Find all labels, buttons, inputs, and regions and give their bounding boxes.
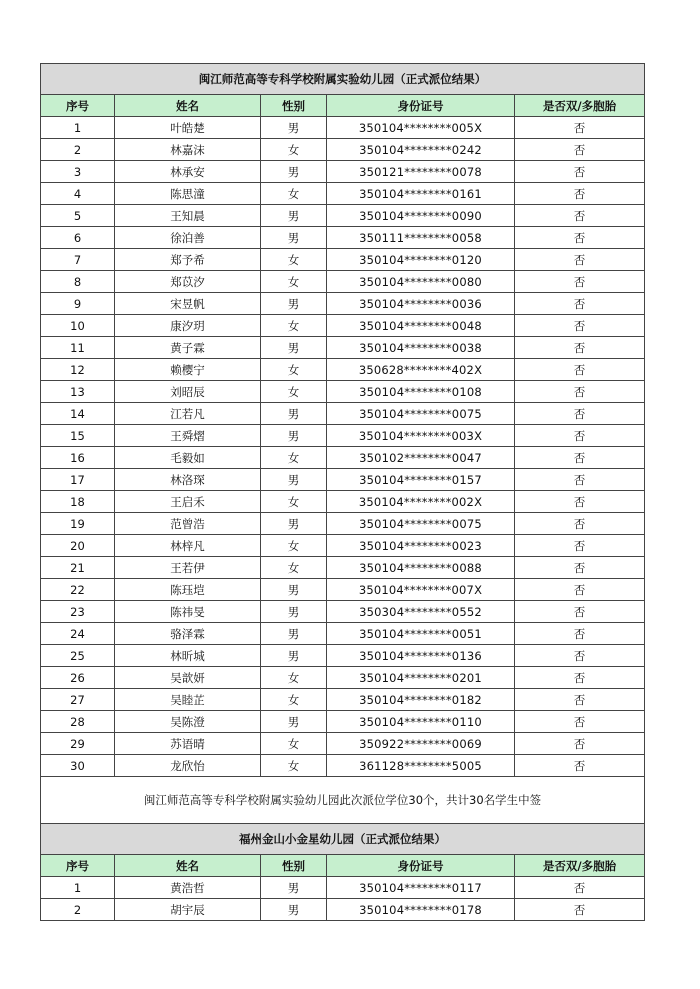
table-row bbox=[41, 469, 645, 491]
cell-twins: 否 bbox=[515, 877, 645, 899]
cell-twins: 否 bbox=[515, 755, 645, 777]
cell-name: 陈思潼 bbox=[115, 183, 261, 205]
cell-index: 19 bbox=[41, 513, 115, 535]
cell-name: 吴陈澄 bbox=[115, 711, 261, 733]
cell-id-number: 350104********003X bbox=[327, 425, 515, 447]
cell-name: 宋昱帆 bbox=[115, 293, 261, 315]
cell-twins: 否 bbox=[515, 899, 645, 921]
cell-index: 12 bbox=[41, 359, 115, 381]
cell-index: 28 bbox=[41, 711, 115, 733]
column-header-id-number: 身份证号 bbox=[327, 95, 515, 117]
table-row bbox=[41, 227, 645, 249]
cell-twins: 否 bbox=[515, 601, 645, 623]
table-row bbox=[41, 425, 645, 447]
cell-name: 黄浩哲 bbox=[115, 877, 261, 899]
table-row bbox=[41, 381, 645, 403]
cell-gender: 男 bbox=[261, 227, 327, 249]
cell-index: 23 bbox=[41, 601, 115, 623]
cell-name: 赖樱宁 bbox=[115, 359, 261, 381]
cell-index: 13 bbox=[41, 381, 115, 403]
table-row bbox=[41, 315, 645, 337]
cell-id-number: 350104********0048 bbox=[327, 315, 515, 337]
cell-index: 3 bbox=[41, 161, 115, 183]
results-table-body bbox=[41, 64, 645, 921]
cell-id-number: 350104********0161 bbox=[327, 183, 515, 205]
cell-id-number: 350104********0088 bbox=[327, 557, 515, 579]
cell-gender: 女 bbox=[261, 359, 327, 381]
cell-twins: 否 bbox=[515, 315, 645, 337]
cell-name: 郑予希 bbox=[115, 249, 261, 271]
cell-id-number: 350104********0051 bbox=[327, 623, 515, 645]
cell-twins: 否 bbox=[515, 183, 645, 205]
cell-twins: 否 bbox=[515, 381, 645, 403]
cell-gender: 男 bbox=[261, 513, 327, 535]
cell-twins: 否 bbox=[515, 535, 645, 557]
summary-note: 闽江师范高等专科学校附属实验幼儿园此次派位学位30个，共计30名学生中签 bbox=[41, 777, 645, 824]
cell-name: 吴睦芷 bbox=[115, 689, 261, 711]
cell-gender: 女 bbox=[261, 535, 327, 557]
table-row bbox=[41, 535, 645, 557]
cell-id-number: 350104********0075 bbox=[327, 513, 515, 535]
cell-index: 15 bbox=[41, 425, 115, 447]
cell-twins: 否 bbox=[515, 205, 645, 227]
cell-index: 22 bbox=[41, 579, 115, 601]
cell-index: 6 bbox=[41, 227, 115, 249]
cell-index: 5 bbox=[41, 205, 115, 227]
column-header-id-number: 身份证号 bbox=[327, 855, 515, 877]
results-table bbox=[40, 63, 645, 921]
cell-gender: 女 bbox=[261, 491, 327, 513]
cell-twins: 否 bbox=[515, 579, 645, 601]
column-header-index: 序号 bbox=[41, 855, 115, 877]
cell-gender: 男 bbox=[261, 425, 327, 447]
cell-twins: 否 bbox=[515, 425, 645, 447]
cell-name: 刘昭辰 bbox=[115, 381, 261, 403]
table-row bbox=[41, 161, 645, 183]
cell-gender: 男 bbox=[261, 623, 327, 645]
table-row bbox=[41, 899, 645, 921]
cell-twins: 否 bbox=[515, 491, 645, 513]
cell-name: 吴歆妍 bbox=[115, 667, 261, 689]
table-row bbox=[41, 293, 645, 315]
cell-gender: 女 bbox=[261, 447, 327, 469]
cell-name: 林昕城 bbox=[115, 645, 261, 667]
cell-id-number: 350111********0058 bbox=[327, 227, 515, 249]
cell-index: 4 bbox=[41, 183, 115, 205]
cell-gender: 男 bbox=[261, 601, 327, 623]
table-row bbox=[41, 557, 645, 579]
cell-id-number: 350104********0080 bbox=[327, 271, 515, 293]
cell-name: 陈珏垲 bbox=[115, 579, 261, 601]
column-header-twins: 是否双/多胞胎 bbox=[515, 95, 645, 117]
cell-twins: 否 bbox=[515, 447, 645, 469]
cell-twins: 否 bbox=[515, 645, 645, 667]
section-title: 福州金山小金星幼儿园（正式派位结果） bbox=[41, 824, 645, 855]
table-row bbox=[41, 623, 645, 645]
table-row bbox=[41, 491, 645, 513]
cell-gender: 男 bbox=[261, 403, 327, 425]
cell-index: 21 bbox=[41, 557, 115, 579]
cell-twins: 否 bbox=[515, 667, 645, 689]
cell-gender: 女 bbox=[261, 183, 327, 205]
table-row bbox=[41, 667, 645, 689]
cell-id-number: 350104********005X bbox=[327, 117, 515, 139]
cell-gender: 男 bbox=[261, 117, 327, 139]
cell-name: 王知晨 bbox=[115, 205, 261, 227]
cell-twins: 否 bbox=[515, 623, 645, 645]
cell-index: 10 bbox=[41, 315, 115, 337]
table-row bbox=[41, 337, 645, 359]
cell-gender: 女 bbox=[261, 755, 327, 777]
cell-index: 26 bbox=[41, 667, 115, 689]
table-row bbox=[41, 601, 645, 623]
cell-index: 11 bbox=[41, 337, 115, 359]
cell-index: 8 bbox=[41, 271, 115, 293]
table-row bbox=[41, 447, 645, 469]
cell-id-number: 350104********0120 bbox=[327, 249, 515, 271]
cell-index: 1 bbox=[41, 117, 115, 139]
cell-name: 王若伊 bbox=[115, 557, 261, 579]
cell-index: 17 bbox=[41, 469, 115, 491]
cell-gender: 男 bbox=[261, 337, 327, 359]
cell-index: 25 bbox=[41, 645, 115, 667]
cell-name: 叶皓楚 bbox=[115, 117, 261, 139]
cell-gender: 女 bbox=[261, 557, 327, 579]
cell-name: 骆泽霖 bbox=[115, 623, 261, 645]
cell-id-number: 350104********0110 bbox=[327, 711, 515, 733]
cell-id-number: 350104********0201 bbox=[327, 667, 515, 689]
table-row bbox=[41, 183, 645, 205]
cell-index: 2 bbox=[41, 139, 115, 161]
cell-gender: 女 bbox=[261, 733, 327, 755]
cell-twins: 否 bbox=[515, 227, 645, 249]
cell-name: 王启禾 bbox=[115, 491, 261, 513]
cell-index: 29 bbox=[41, 733, 115, 755]
table-row bbox=[41, 689, 645, 711]
cell-name: 江若凡 bbox=[115, 403, 261, 425]
cell-twins: 否 bbox=[515, 733, 645, 755]
cell-gender: 女 bbox=[261, 249, 327, 271]
cell-id-number: 361128********5005 bbox=[327, 755, 515, 777]
cell-twins: 否 bbox=[515, 711, 645, 733]
cell-name: 林洛琛 bbox=[115, 469, 261, 491]
cell-id-number: 350104********0038 bbox=[327, 337, 515, 359]
table-row bbox=[41, 877, 645, 899]
column-header-index: 序号 bbox=[41, 95, 115, 117]
cell-gender: 女 bbox=[261, 689, 327, 711]
cell-twins: 否 bbox=[515, 249, 645, 271]
table-row bbox=[41, 139, 645, 161]
table-row bbox=[41, 755, 645, 777]
column-header-row bbox=[41, 95, 645, 117]
cell-index: 14 bbox=[41, 403, 115, 425]
cell-id-number: 350922********0069 bbox=[327, 733, 515, 755]
cell-id-number: 350104********0136 bbox=[327, 645, 515, 667]
cell-name: 胡宇辰 bbox=[115, 899, 261, 921]
table-row bbox=[41, 579, 645, 601]
table-row bbox=[41, 205, 645, 227]
cell-index: 9 bbox=[41, 293, 115, 315]
table-row bbox=[41, 733, 645, 755]
cell-name: 林梓凡 bbox=[115, 535, 261, 557]
cell-gender: 男 bbox=[261, 899, 327, 921]
cell-id-number: 350104********0090 bbox=[327, 205, 515, 227]
cell-name: 林承安 bbox=[115, 161, 261, 183]
cell-index: 18 bbox=[41, 491, 115, 513]
summary-note-row bbox=[41, 777, 645, 824]
cell-twins: 否 bbox=[515, 293, 645, 315]
cell-index: 30 bbox=[41, 755, 115, 777]
cell-gender: 男 bbox=[261, 645, 327, 667]
cell-id-number: 350628********402X bbox=[327, 359, 515, 381]
cell-twins: 否 bbox=[515, 403, 645, 425]
cell-twins: 否 bbox=[515, 689, 645, 711]
cell-twins: 否 bbox=[515, 161, 645, 183]
cell-id-number: 350104********002X bbox=[327, 491, 515, 513]
cell-id-number: 350104********0182 bbox=[327, 689, 515, 711]
table-row bbox=[41, 645, 645, 667]
column-header-name: 姓名 bbox=[115, 95, 261, 117]
table-row bbox=[41, 359, 645, 381]
table-row bbox=[41, 711, 645, 733]
cell-twins: 否 bbox=[515, 513, 645, 535]
cell-gender: 男 bbox=[261, 161, 327, 183]
table-row bbox=[41, 271, 645, 293]
section-title: 闽江师范高等专科学校附属实验幼儿园（正式派位结果） bbox=[41, 64, 645, 95]
cell-id-number: 350104********0242 bbox=[327, 139, 515, 161]
cell-gender: 女 bbox=[261, 271, 327, 293]
cell-name: 龙欣怡 bbox=[115, 755, 261, 777]
cell-id-number: 350121********0078 bbox=[327, 161, 515, 183]
cell-name: 徐泊善 bbox=[115, 227, 261, 249]
table-row bbox=[41, 513, 645, 535]
column-header-gender: 性别 bbox=[261, 95, 327, 117]
table-row bbox=[41, 249, 645, 271]
cell-name: 王舜熠 bbox=[115, 425, 261, 447]
cell-twins: 否 bbox=[515, 139, 645, 161]
cell-gender: 男 bbox=[261, 205, 327, 227]
section-title-row bbox=[41, 64, 645, 95]
cell-twins: 否 bbox=[515, 469, 645, 491]
cell-gender: 女 bbox=[261, 381, 327, 403]
cell-index: 20 bbox=[41, 535, 115, 557]
cell-name: 陈祎旻 bbox=[115, 601, 261, 623]
section-title-row bbox=[41, 824, 645, 855]
cell-gender: 女 bbox=[261, 667, 327, 689]
cell-index: 7 bbox=[41, 249, 115, 271]
cell-twins: 否 bbox=[515, 117, 645, 139]
cell-id-number: 350104********0108 bbox=[327, 381, 515, 403]
cell-twins: 否 bbox=[515, 557, 645, 579]
cell-index: 16 bbox=[41, 447, 115, 469]
cell-name: 黄子霖 bbox=[115, 337, 261, 359]
cell-id-number: 350104********007X bbox=[327, 579, 515, 601]
column-header-name: 姓名 bbox=[115, 855, 261, 877]
cell-name: 郑苡汐 bbox=[115, 271, 261, 293]
column-header-row bbox=[41, 855, 645, 877]
cell-id-number: 350104********0117 bbox=[327, 877, 515, 899]
cell-gender: 女 bbox=[261, 315, 327, 337]
cell-id-number: 350304********0552 bbox=[327, 601, 515, 623]
column-header-twins: 是否双/多胞胎 bbox=[515, 855, 645, 877]
cell-id-number: 350102********0047 bbox=[327, 447, 515, 469]
cell-gender: 男 bbox=[261, 469, 327, 491]
cell-id-number: 350104********0023 bbox=[327, 535, 515, 557]
cell-id-number: 350104********0075 bbox=[327, 403, 515, 425]
cell-id-number: 350104********0178 bbox=[327, 899, 515, 921]
cell-index: 24 bbox=[41, 623, 115, 645]
column-header-gender: 性别 bbox=[261, 855, 327, 877]
cell-index: 1 bbox=[41, 877, 115, 899]
cell-index: 2 bbox=[41, 899, 115, 921]
cell-index: 27 bbox=[41, 689, 115, 711]
cell-gender: 女 bbox=[261, 139, 327, 161]
cell-name: 林嘉沫 bbox=[115, 139, 261, 161]
table-row bbox=[41, 117, 645, 139]
cell-id-number: 350104********0157 bbox=[327, 469, 515, 491]
cell-id-number: 350104********0036 bbox=[327, 293, 515, 315]
cell-name: 毛毅如 bbox=[115, 447, 261, 469]
cell-gender: 男 bbox=[261, 579, 327, 601]
cell-twins: 否 bbox=[515, 337, 645, 359]
cell-gender: 男 bbox=[261, 877, 327, 899]
cell-twins: 否 bbox=[515, 359, 645, 381]
cell-name: 范曾浩 bbox=[115, 513, 261, 535]
cell-name: 康汐玥 bbox=[115, 315, 261, 337]
cell-name: 苏语晴 bbox=[115, 733, 261, 755]
cell-twins: 否 bbox=[515, 271, 645, 293]
table-row bbox=[41, 403, 645, 425]
cell-gender: 男 bbox=[261, 293, 327, 315]
cell-gender: 男 bbox=[261, 711, 327, 733]
